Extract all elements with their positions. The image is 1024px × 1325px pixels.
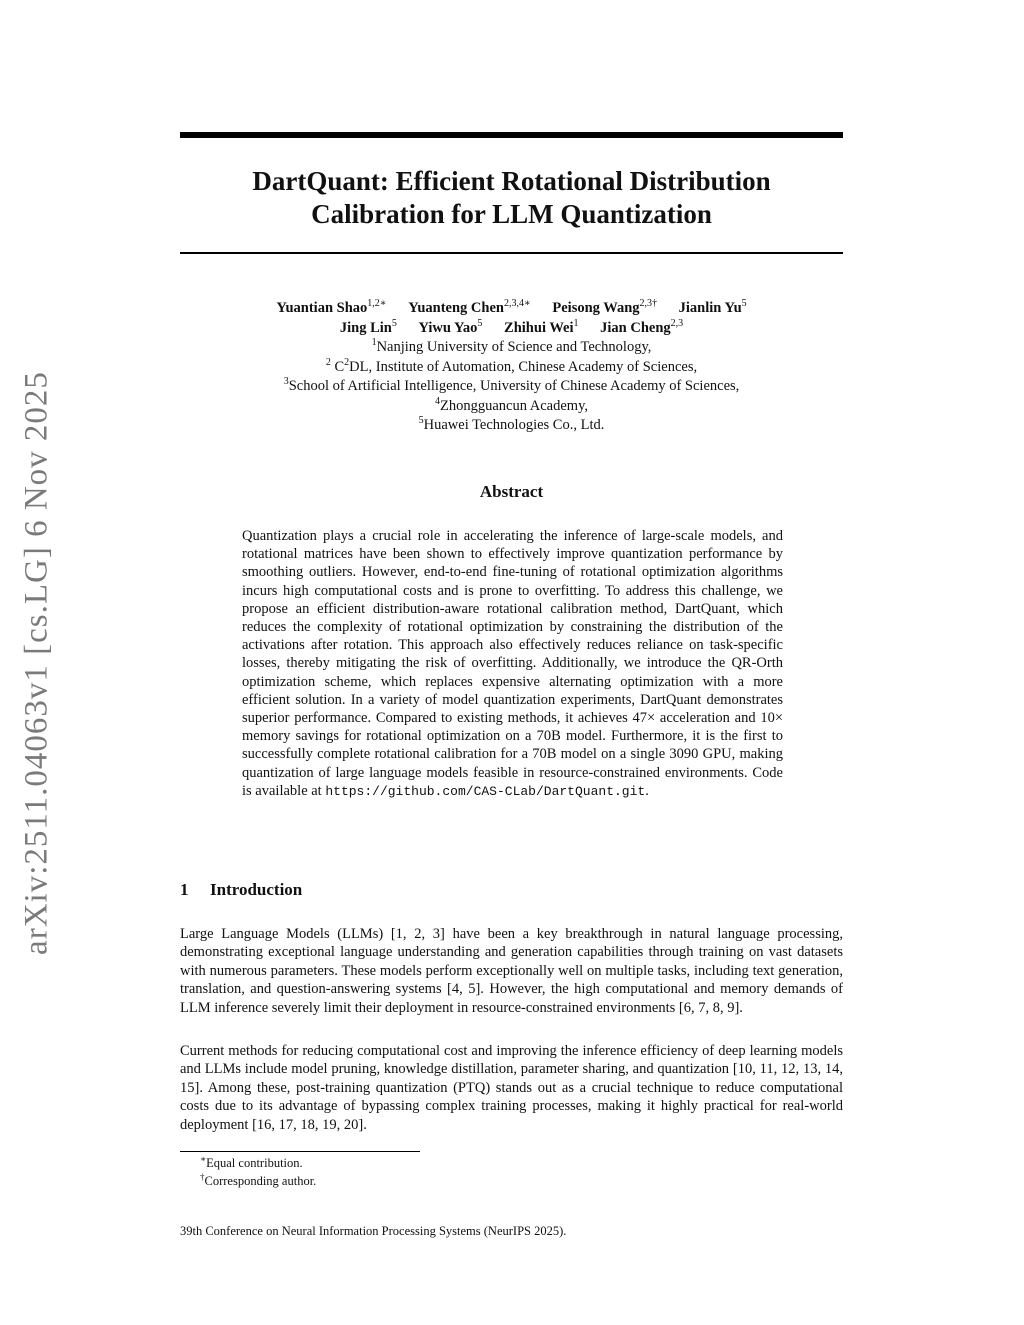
- author: Yiwu Yao$^5$: [418, 317, 483, 336]
- venue-footer: 39th Conference on Neural Information Processing Systems (NeurIPS 2025).: [180, 1224, 567, 1238]
- affiliation-3: $^3$School of Artificial Intelligence, University of Chinese Academy of Sciences,: [283, 376, 740, 394]
- section-number: 1: [180, 880, 189, 899]
- author-line-2: [180, 319, 843, 339]
- affiliation-2: $^2$ $C^2DL$, Institute of Automation, Chinese Academy of Sciences,: [325, 356, 698, 375]
- footnotes: [200, 1154, 316, 1190]
- paper-title: [180, 165, 843, 231]
- code-link[interactable]: https://github.com/CAS-CLab/DartQuant.git: [325, 783, 646, 799]
- section-title: Introduction: [210, 880, 303, 899]
- title-line-1: DartQuant: Efficient Rotational Distribution: [252, 166, 771, 196]
- footnote-rule: [180, 1151, 420, 1152]
- author-block: [180, 299, 843, 436]
- arxiv-sidebar: [12, 370, 62, 955]
- affiliation-1: $^1$Nanjing University of Science and Technology,: [371, 337, 652, 355]
- arxiv-identifier: arXiv:2511.04063v1 [cs.LG] 6 Nov 2025: [18, 370, 55, 955]
- intro-paragraph-1: Large Language Models (LLMs) [1, 2, 3] have been a key breakthrough in natural language processing, demonstrating exceptional language understanding and generation capabilities through training on vast datasets with numerous parameters. These models perform exceptionally well on multiple tasks, including text generation, translation, and question-answering systems [4, 5]. However, the high computational and memory demands of LLM inference severely limit their deployment in resource-constrained environments [6, 7, 8, 9].: [180, 926, 843, 1016]
- title-bottom-rule: [180, 252, 843, 254]
- footnote-equal-contribution: ∗Equal contribution.: [200, 1153, 303, 1170]
- author: Jianlin Yu$^5$: [678, 298, 747, 316]
- title-top-rule: [180, 132, 843, 138]
- intro-paragraph-2: Current methods for reducing computational cost and improving the inference efficiency of deep learning models and LLMs include model pruning, knowledge distillation, parameter sharing, and quantization [10, 11, 12, 13, 14, 15]. Among these, post-training quantization (PTQ) stands out as a crucial technique to reduce computational costs due to its advantage of bypassing complex training processes, making it highly practical for real-world deployment [16, 17, 18, 19, 20].: [180, 1043, 843, 1133]
- title-line-2: Calibration for LLM Quantization: [311, 199, 712, 229]
- affiliation-5: $^5$Huawei Technologies Co., Ltd.: [418, 415, 605, 433]
- affiliation-4: $^4$Zhongguancun Academy,: [434, 395, 589, 414]
- author: Yuantian Shao$^{1,2∗}$: [276, 298, 387, 316]
- abstract-heading: Abstract: [479, 482, 544, 501]
- author: Yuanteng Chen$^{2,3,4∗}$: [408, 298, 531, 316]
- author: Jing Lin$^5$: [339, 317, 397, 336]
- section-heading-introduction: [180, 880, 302, 900]
- author: Jian Cheng$^{2,3}$: [600, 317, 684, 336]
- author: Zhihui Wei$^1$: [504, 317, 579, 336]
- footnote-corresponding-author: †Corresponding author.: [200, 1171, 317, 1188]
- author-line-1: [180, 299, 843, 319]
- author: Peisong Wang$^{2,3\dagger}$: [552, 298, 658, 316]
- abstract-body: Quantization plays a crucial role in accelerating the inference of large-scale models, and rotational matrices have been shown to effectively improve quantization performance by smoothing outliers. However, end-to-end fine-tuning of rotational optimization algorithms incurs high computational costs and is prone to overfitting. To address this challenge, we propose an efficient distribution-aware rotational calibration method, DartQuant, which reduces the complexity of rotational optimization by constraining the distribution of the activations after rotation. This approach also effectively reduces reliance on task-specific losses, thereby mitigating the risk of overfitting. Additionally, we introduce the QR-Orth optimization scheme, which replaces expensive alternating optimization with a more efficient solution. In a variety of model quantization experiments, DartQuant demonstrates superior performance. Compared to existing methods, it achieves 47× acceleration and 10× memory savings for rotational optimization on a 70B model. Furthermore, it is the first to successfully complete rotational calibration for a 70B model on a single 3090 GPU, making quantization of large language models feasible in resource-constrained environments. Code is available at https://github.com/CAS-CLab/DartQuant.git.: [242, 528, 783, 799]
